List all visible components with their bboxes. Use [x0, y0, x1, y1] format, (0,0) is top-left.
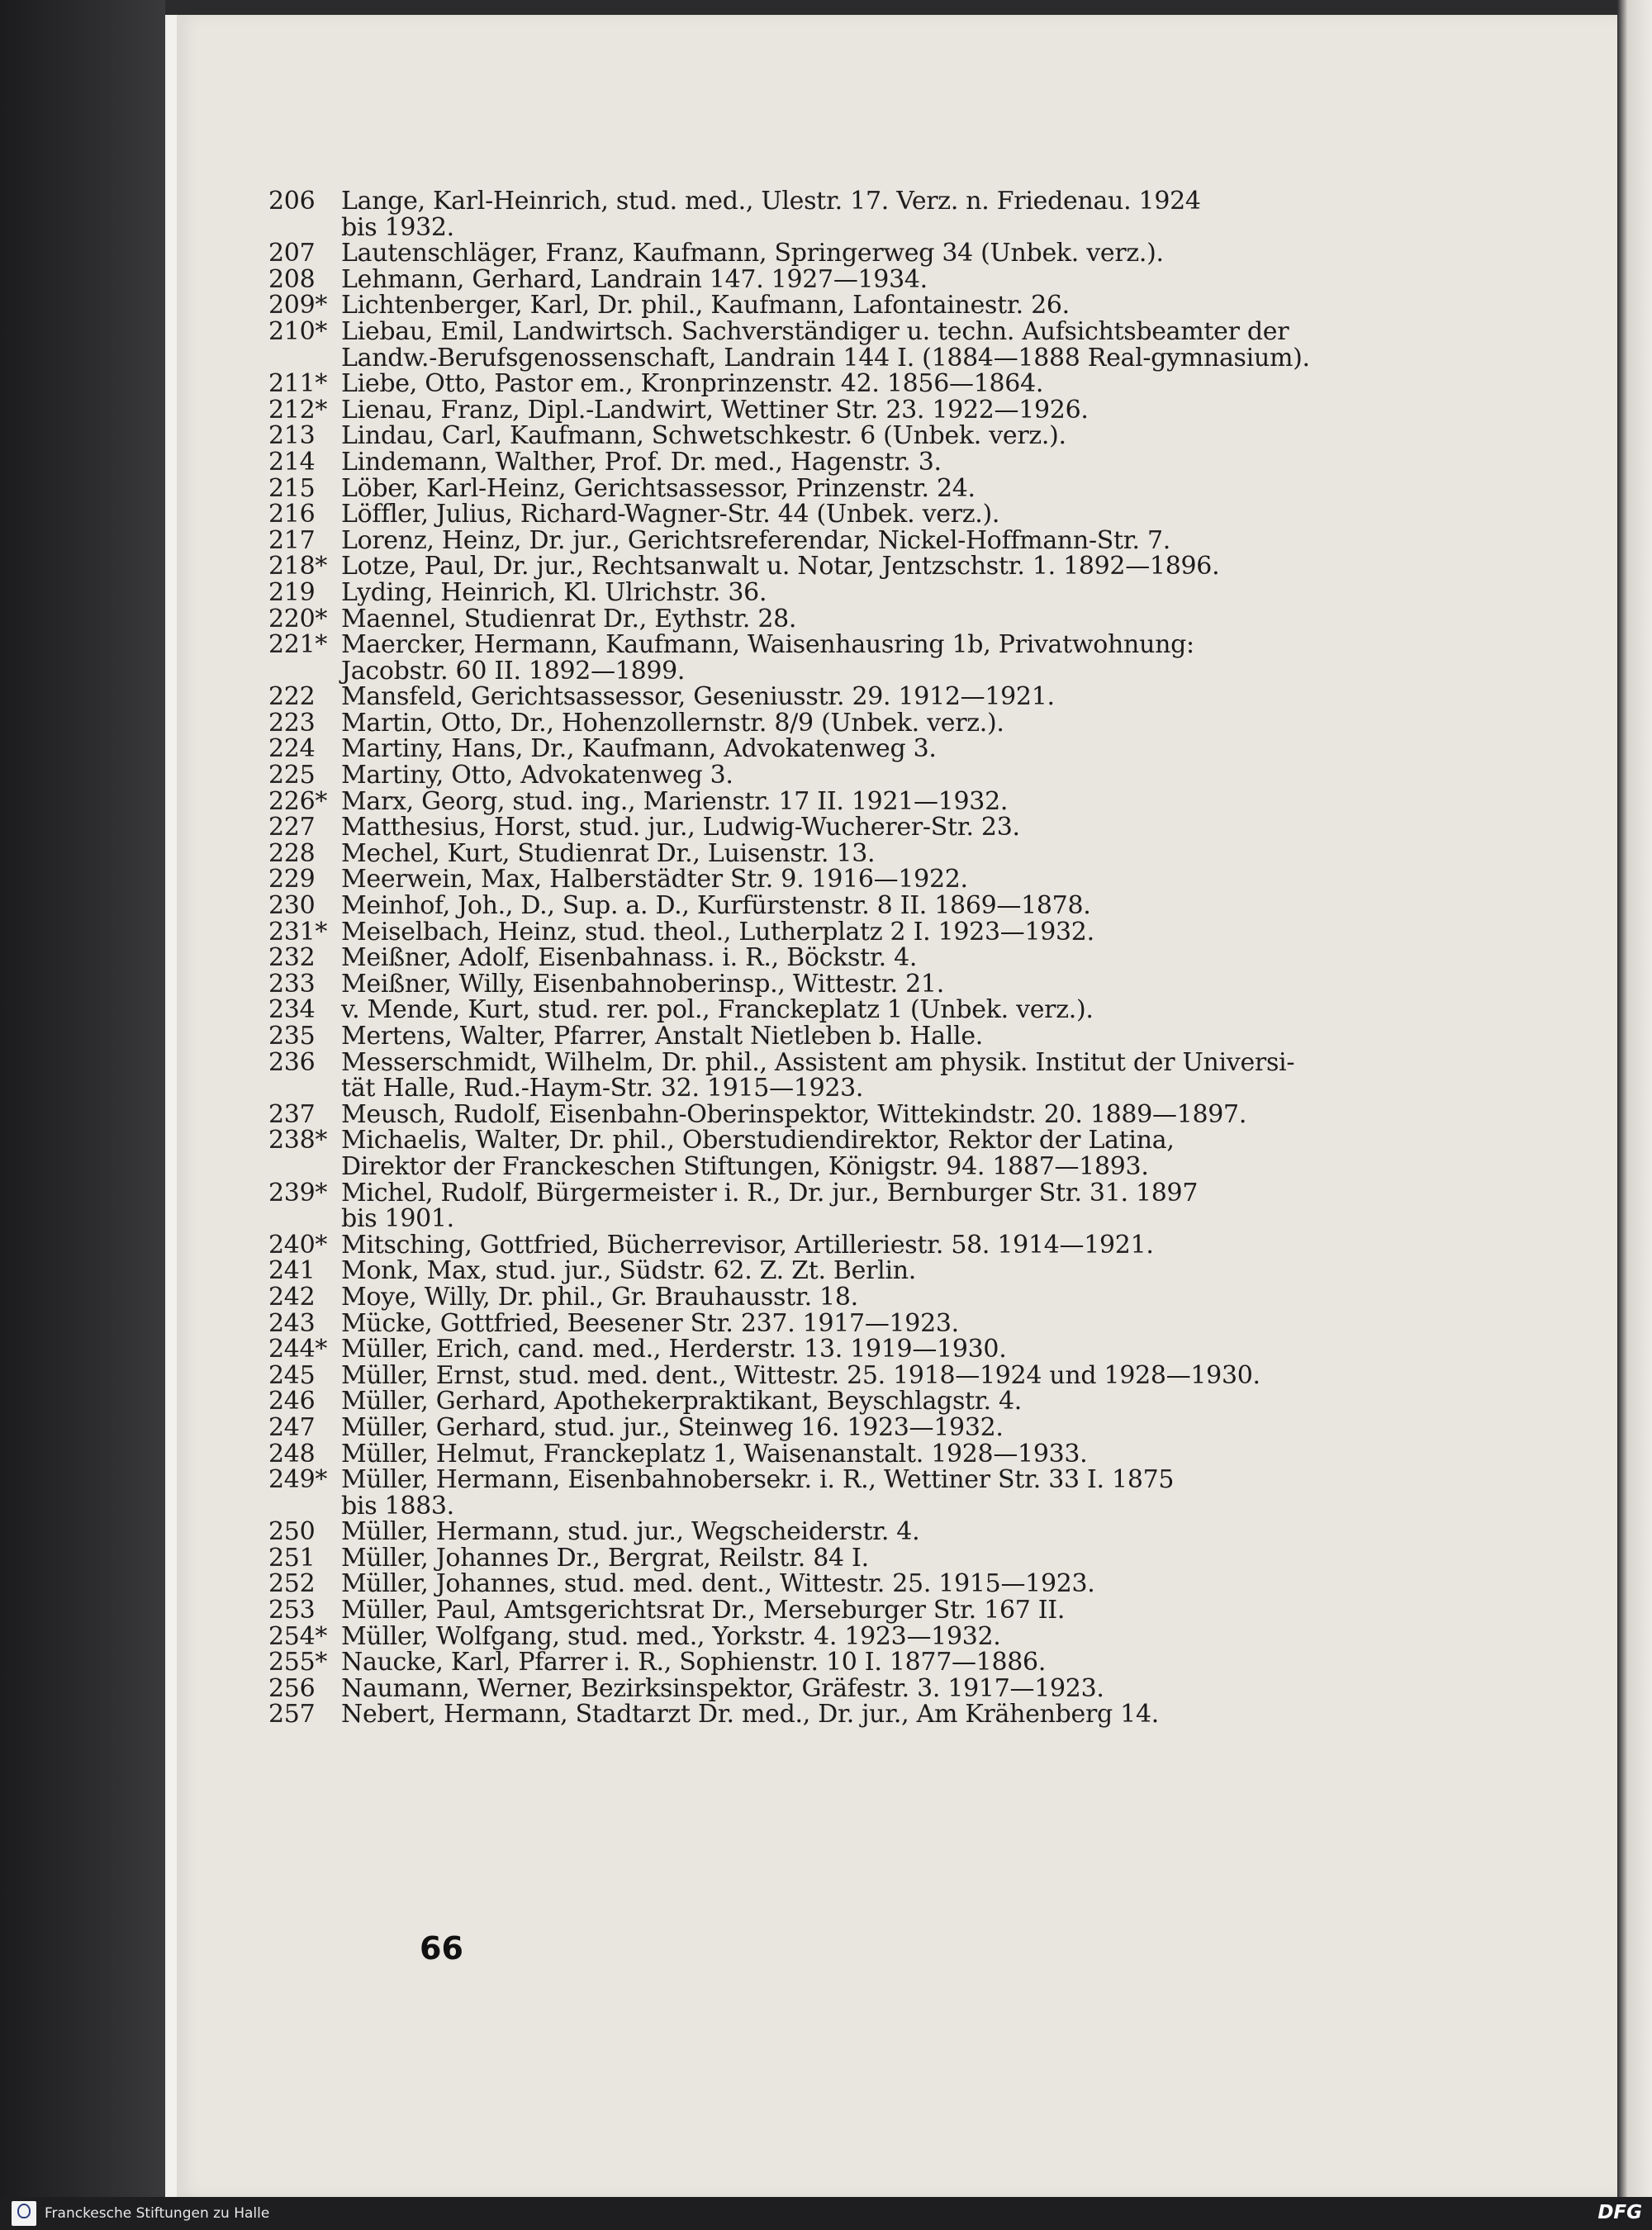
entry-text: Martiny, Hans, Dr., Kaufmann, Advokatenweg 3. — [341, 734, 937, 764]
entry-text-block — [341, 501, 1458, 528]
register-entry — [268, 971, 1458, 998]
entry-number: 249* — [268, 1465, 328, 1495]
entry-continuation: bis 1883. — [341, 1491, 454, 1521]
register-entry — [268, 736, 1458, 762]
register-entry — [268, 1621, 1458, 1651]
register-entry — [268, 1180, 1458, 1232]
entry-text-block — [341, 1360, 1458, 1390]
entry-text-block — [341, 240, 1458, 267]
entry-text: Lichtenberger, Karl, Dr. phil., Kaufmann, Lafontainestr. 26. — [341, 291, 1070, 320]
entry-text-block — [341, 736, 1458, 762]
entry-text: Müller, Johannes Dr., Bergrat, Reilstr. 84 I. — [341, 1543, 869, 1573]
entry-text: Müller, Helmut, Franckeplatz 1, Waisenanstalt. 1928—1933. — [341, 1439, 1088, 1468]
entry-number: 246 — [268, 1387, 316, 1416]
entry-number: 225 — [268, 761, 316, 790]
entry-text: Müller, Hermann, Eisenbahnobersekr. i. R., Wettiner Str. 33 I. 1875 — [341, 1465, 1175, 1495]
entry-number: 207 — [268, 239, 316, 268]
entry-text: Martin, Otto, Dr., Hohenzollernstr. 8/9 (Unbek. verz.). — [341, 708, 1004, 738]
entry-number: 242 — [268, 1282, 316, 1312]
register-entry — [268, 684, 1458, 710]
entry-text: Lotze, Paul, Dr. jur., Rechtsanwalt u. Notar, Jentzschstr. 1. 1892—1896. — [341, 552, 1220, 581]
register-entry — [268, 1519, 1458, 1545]
entry-text-block — [341, 397, 1458, 424]
register-entry — [268, 1127, 1458, 1179]
register-entry — [268, 1336, 1458, 1363]
entry-text-block — [341, 838, 1458, 868]
entry-text: Lorenz, Heinz, Dr. jur., Gerichtsreferendar, Nickel-Hoffmann-Str. 7. — [341, 525, 1171, 555]
entry-number: 213 — [268, 421, 316, 451]
entry-number: 247 — [268, 1412, 316, 1442]
entry-text-block — [341, 1232, 1458, 1259]
entry-text-block — [341, 1649, 1458, 1676]
entry-text: Müller, Gerhard, Apothekerpraktikant, Beyschlagstr. 4. — [341, 1387, 1023, 1416]
entry-text: Müller, Johannes, stud. med. dent., Wittestr. 25. 1915—1923. — [341, 1569, 1095, 1599]
entry-text: Liebe, Otto, Pastor em., Kronprinzenstr. 42. 1856—1864. — [341, 369, 1044, 399]
entry-text: v. Mende, Kurt, stud. rer. pol., Franckeplatz 1 (Unbek. verz.). — [341, 995, 1094, 1025]
register-entry — [268, 1545, 1458, 1572]
register-entry — [268, 264, 1458, 294]
register-entry — [268, 525, 1458, 555]
register-entry — [268, 838, 1458, 868]
entry-text: Messerschmidt, Wilhelm, Dr. phil., Assistent am physik. Institut der Universi- — [341, 1047, 1295, 1077]
entry-text: Naumann, Werner, Bezirksinspektor, Gräfestr. 3. 1917—1923. — [341, 1673, 1104, 1703]
entry-number: 255* — [268, 1648, 328, 1677]
entry-number: 215 — [268, 473, 316, 503]
entry-text-block — [341, 945, 1458, 971]
entry-number: 235 — [268, 1022, 316, 1051]
entry-number: 214 — [268, 447, 316, 477]
entry-text-block — [341, 1284, 1458, 1311]
register-entry — [268, 1412, 1458, 1442]
entry-text: Müller, Erich, cand. med., Herderstr. 13. 1919—1930. — [341, 1335, 1007, 1364]
register-entry — [268, 814, 1458, 841]
entry-text-block — [341, 1673, 1458, 1703]
register-entry — [268, 501, 1458, 528]
entry-text-block — [341, 632, 1458, 684]
adjacent-page-edge — [1617, 0, 1652, 2197]
entry-text-block — [341, 1099, 1458, 1129]
entry-text-block — [341, 997, 1458, 1023]
entry-text: Müller, Wolfgang, stud. med., Yorkstr. 4. 1923—1932. — [341, 1621, 1001, 1651]
register-entry — [268, 316, 1458, 372]
register-entry — [268, 1047, 1458, 1103]
entry-continuation: Landw.-Berufsgenossenschaft, Landrain 144 I. (1884—1888 Real-gymnasium). — [341, 343, 1310, 372]
entry-text: Monk, Max, stud. jur., Südstr. 62. Z. Zt. Berlin. — [341, 1256, 917, 1286]
register-entry — [268, 786, 1458, 816]
entry-number: 206 — [268, 187, 316, 216]
entry-text: Lindemann, Walther, Prof. Dr. med., Hagenstr. 3. — [341, 447, 942, 477]
register-entry — [268, 632, 1458, 684]
entry-text: Lienau, Franz, Dipl.-Landwirt, Wettiner Str. 23. 1922—1926. — [341, 395, 1089, 425]
entry-number: 223 — [268, 708, 316, 738]
entry-text: Mücke, Gottfried, Beesener Str. 237. 1917—1923. — [341, 1308, 959, 1338]
entry-text: Mechel, Kurt, Studienrat Dr., Luisenstr. 13. — [341, 838, 876, 868]
entry-number: 233 — [268, 969, 316, 999]
entry-number: 240* — [268, 1230, 328, 1260]
register-entry — [268, 1571, 1458, 1597]
entry-text-block — [341, 423, 1458, 449]
entry-text-block — [341, 473, 1458, 503]
entry-number: 211* — [268, 369, 328, 399]
viewer-footer — [0, 2197, 1652, 2230]
register-entry — [268, 577, 1458, 607]
register-entry — [268, 473, 1458, 503]
entry-text: Müller, Hermann, stud. jur., Wegscheiderstr. 4. — [341, 1517, 920, 1547]
entry-number: 254* — [268, 1621, 328, 1651]
entry-text: Müller, Paul, Amtsgerichtsrat Dr., Merseburger Str. 167 II. — [341, 1596, 1066, 1625]
entry-text-block — [341, 264, 1458, 294]
dfg-logo: DFG — [1597, 2202, 1642, 2223]
entry-text-block — [341, 919, 1458, 946]
entry-number: 237 — [268, 1099, 316, 1129]
entry-text: Lange, Karl-Heinrich, stud. med., Ulestr. 17. Verz. n. Friedenau. 1924 — [341, 187, 1201, 216]
register-entry — [268, 1023, 1458, 1050]
entry-text: Meusch, Rudolf, Eisenbahn-Oberinspektor, Wittekindstr. 20. 1889—1897. — [341, 1099, 1247, 1129]
entry-number: 217 — [268, 525, 316, 555]
register-entry — [268, 553, 1458, 580]
entry-text-block — [341, 1127, 1458, 1179]
institution-name: Franckesche Stiftungen zu Halle — [45, 2205, 270, 2222]
entry-number: 224 — [268, 734, 316, 764]
entry-text: Meißner, Willy, Eisenbahnoberinsp., Wittestr. 21. — [341, 969, 944, 999]
entry-text-block — [341, 893, 1458, 919]
entry-text: Naucke, Karl, Pfarrer i. R., Sophienstr. 10 I. 1877—1886. — [341, 1648, 1047, 1677]
entry-number: 232 — [268, 943, 316, 973]
entry-number: 208 — [268, 264, 316, 294]
entry-text: Meiselbach, Heinz, stud. theol., Lutherplatz 2 I. 1923—1932. — [341, 917, 1094, 947]
entry-text-block — [341, 762, 1458, 789]
entry-text: Martiny, Otto, Advokatenweg 3. — [341, 761, 733, 790]
entry-number: 209* — [268, 291, 328, 320]
register-entry — [268, 945, 1458, 971]
entry-number: 221* — [268, 630, 328, 660]
entry-text-block — [341, 866, 1458, 893]
entry-text-block — [341, 710, 1458, 737]
entry-number: 250 — [268, 1517, 316, 1547]
entry-number: 234 — [268, 995, 316, 1025]
entry-text-block — [341, 1336, 1458, 1363]
entry-number: 216 — [268, 500, 316, 529]
register-entry — [268, 371, 1458, 397]
entry-text-block — [341, 1571, 1458, 1597]
entry-text-block — [341, 1412, 1458, 1442]
entry-text-block — [341, 553, 1458, 580]
entry-text: Liebau, Emil, Landwirtsch. Sachverständiger u. techn. Aufsichtsbeamter der — [341, 316, 1289, 346]
foundation-logo-icon — [12, 2201, 36, 2226]
register-entry — [268, 1099, 1458, 1129]
register-entry — [268, 292, 1458, 319]
register-entry — [268, 893, 1458, 919]
entry-text-block — [341, 814, 1458, 841]
entry-number: 231* — [268, 917, 328, 947]
entry-text: Löffler, Julius, Richard-Wagner-Str. 44 (Unbek. verz.). — [341, 500, 1000, 529]
entry-number: 226* — [268, 786, 328, 816]
entry-text: Michel, Rudolf, Bürgermeister i. R., Dr. jur., Bernburger Str. 31. 1897 — [341, 1178, 1199, 1208]
register-entry — [268, 1258, 1458, 1284]
entry-number: 256 — [268, 1673, 316, 1703]
entry-number: 251 — [268, 1543, 316, 1573]
entry-number: 230 — [268, 891, 316, 921]
entry-continuation: Jacobstr. 60 II. 1892—1899. — [341, 656, 686, 686]
entry-number: 238* — [268, 1126, 328, 1155]
entry-text: Maennel, Studienrat Dr., Eythstr. 28. — [341, 604, 797, 633]
register-entry — [268, 606, 1458, 633]
register-entry — [268, 1701, 1458, 1728]
entry-text: Lyding, Heinrich, Kl. Ulrichstr. 36. — [341, 577, 767, 607]
entry-text-block — [341, 525, 1458, 555]
register-entry — [268, 1308, 1458, 1338]
entry-number: 236 — [268, 1047, 316, 1077]
entry-text-block — [341, 316, 1458, 372]
entry-text: Moye, Willy, Dr. phil., Gr. Brauhausstr. 18. — [341, 1282, 858, 1312]
entry-number: 248 — [268, 1439, 316, 1468]
entry-text-block — [341, 971, 1458, 998]
register-entry — [268, 423, 1458, 449]
entry-continuation: Direktor der Franckeschen Stiftungen, Königstr. 94. 1887—1893. — [341, 1151, 1149, 1181]
entry-text-block — [341, 577, 1458, 607]
entry-number: 227 — [268, 813, 316, 842]
entry-number: 228 — [268, 838, 316, 868]
register-entry — [268, 1232, 1458, 1259]
entry-text-block — [341, 1388, 1458, 1415]
entry-number: 222 — [268, 682, 316, 712]
entry-number: 229 — [268, 865, 316, 894]
register-entry — [268, 449, 1458, 476]
entry-text: Lehmann, Gerhard, Landrain 147. 1927—1934. — [341, 264, 928, 294]
entry-number: 218* — [268, 552, 328, 581]
page-number: 66 — [420, 1930, 463, 1967]
register-entry — [268, 397, 1458, 424]
register-entry — [268, 1649, 1458, 1676]
entry-text-block — [341, 1701, 1458, 1728]
entry-text-block — [341, 1180, 1458, 1232]
register-entry — [268, 1360, 1458, 1390]
register-entry — [268, 997, 1458, 1023]
entry-number: 252 — [268, 1569, 316, 1599]
entry-number: 241 — [268, 1256, 316, 1286]
entry-number: 243 — [268, 1308, 316, 1338]
entry-text-block — [341, 371, 1458, 397]
entry-number: 219 — [268, 577, 316, 607]
register-entry — [268, 1467, 1458, 1519]
entry-text: Mitsching, Gottfried, Bücherrevisor, Artilleriestr. 58. 1914—1921. — [341, 1230, 1154, 1260]
entry-text-block — [341, 1308, 1458, 1338]
entry-text: Nebert, Hermann, Stadtarzt Dr. med., Dr. jur., Am Krähenberg 14. — [341, 1700, 1159, 1729]
entry-number: 245 — [268, 1360, 316, 1390]
entry-text: Mertens, Walter, Pfarrer, Anstalt Nietleben b. Halle. — [341, 1022, 984, 1051]
entry-text-block — [341, 786, 1458, 816]
entry-text: Meißner, Adolf, Eisenbahnass. i. R., Böckstr. 4. — [341, 943, 918, 973]
entry-text: Mansfeld, Gerichtsassessor, Geseniusstr. 29. 1912—1921. — [341, 682, 1055, 712]
entry-number: 220* — [268, 604, 328, 633]
entry-continuation: bis 1901. — [341, 1204, 454, 1234]
entry-text-block — [341, 1621, 1458, 1651]
entry-text-block — [341, 449, 1458, 476]
entry-text-block — [341, 1545, 1458, 1572]
entry-text: Löber, Karl-Heinz, Gerichtsassessor, Prinzenstr. 24. — [341, 473, 976, 503]
entry-number: 210* — [268, 316, 328, 346]
register-entry — [268, 866, 1458, 893]
register-entry — [268, 240, 1458, 267]
entry-number: 253 — [268, 1596, 316, 1625]
register-entry — [268, 1388, 1458, 1415]
entry-text-block — [341, 1258, 1458, 1284]
entry-text-block — [341, 1047, 1458, 1103]
register-entry — [268, 1597, 1458, 1624]
register-entry — [268, 1441, 1458, 1468]
entry-text-block — [341, 1597, 1458, 1624]
register-entry — [268, 1284, 1458, 1311]
entry-continuation: tät Halle, Rud.-Haym-Str. 32. 1915—1923. — [341, 1074, 864, 1103]
entry-text: Meinhof, Joh., D., Sup. a. D., Kurfürstenstr. 8 II. 1869—1878. — [341, 891, 1091, 921]
entry-text-block — [341, 684, 1458, 710]
entry-text-block — [341, 1441, 1458, 1468]
entry-text-block — [341, 292, 1458, 319]
entry-number: 239* — [268, 1178, 328, 1208]
entry-continuation: bis 1932. — [341, 212, 454, 242]
scan-left-edge — [0, 0, 165, 2197]
entry-text-block — [341, 1023, 1458, 1050]
entry-number: 244* — [268, 1335, 328, 1364]
register-entry — [268, 710, 1458, 737]
entry-number: 212* — [268, 395, 328, 425]
entry-text: Michaelis, Walter, Dr. phil., Oberstudiendirektor, Rektor der Latina, — [341, 1126, 1175, 1155]
entry-text: Lindau, Carl, Kaufmann, Schwetschkestr. 6 (Unbek. verz.). — [341, 421, 1066, 451]
entry-text: Lautenschläger, Franz, Kaufmann, Springerweg 34 (Unbek. verz.). — [341, 239, 1164, 268]
entry-text: Müller, Ernst, stud. med. dent., Wittestr. 25. 1918—1924 und 1928—1930. — [341, 1360, 1260, 1390]
register-entry — [268, 762, 1458, 789]
entry-text: Maercker, Hermann, Kaufmann, Waisenhausring 1b, Privatwohnung: — [341, 630, 1194, 660]
register-entry — [268, 1673, 1458, 1703]
register-entry — [268, 188, 1458, 240]
entry-text: Meerwein, Max, Halberstädter Str. 9. 1916—1922. — [341, 865, 968, 894]
entry-text-block — [341, 606, 1458, 633]
entry-text: Marx, Georg, stud. ing., Marienstr. 17 II. 1921—1932. — [341, 786, 1009, 816]
entry-text-block — [341, 1519, 1458, 1545]
entry-text-block — [341, 188, 1458, 240]
register-entry — [268, 919, 1458, 946]
entry-number: 257 — [268, 1700, 316, 1729]
entry-text: Müller, Gerhard, stud. jur., Steinweg 16. 1923—1932. — [341, 1412, 1004, 1442]
register-entries — [268, 188, 1458, 1728]
entry-text-block — [341, 1467, 1458, 1519]
entry-text: Matthesius, Horst, stud. jur., Ludwig-Wucherer-Str. 23. — [341, 813, 1020, 842]
